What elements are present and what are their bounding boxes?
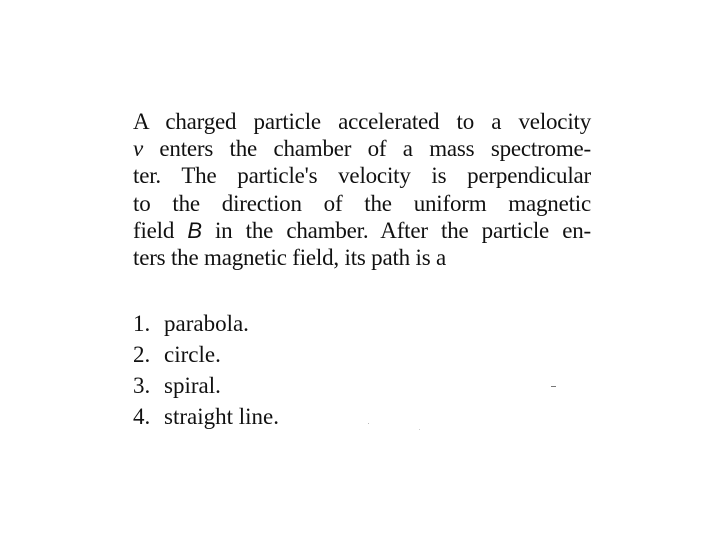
scan-speck: [419, 429, 420, 430]
question-line-5-post: in the chamber. After the particle en-: [201, 217, 591, 243]
question-line-1: A charged particle accelerated to a velocity: [133, 109, 591, 134]
choice-1-number: 1.: [133, 311, 151, 336]
velocity-variable: v: [133, 136, 144, 162]
magnetic-field-variable: B: [187, 217, 202, 243]
choice-1-text: parabola.: [164, 311, 249, 336]
question-line-3: ter. The particle's velocity is perpendicular: [133, 163, 591, 189]
choice-1[interactable]: [133, 308, 279, 339]
choice-4-number: 4.: [133, 404, 151, 429]
choice-4[interactable]: [133, 401, 279, 432]
choice-3-number: 3.: [133, 373, 151, 398]
scan-speck: [368, 423, 369, 424]
question-text: [133, 108, 591, 271]
choice-3-text: spiral.: [164, 373, 221, 398]
question-line-2-rest: enters the chamber of a mass spectrome-: [143, 136, 591, 162]
choice-4-text: straight line.: [164, 404, 279, 429]
choice-2-text: circle.: [164, 342, 221, 367]
choice-3[interactable]: [133, 370, 279, 401]
question-line-5: [133, 217, 591, 244]
question-line-5-pre: field: [133, 217, 188, 243]
question-line-4: to the direction of the uniform magnetic: [133, 190, 591, 216]
choice-2-number: 2.: [133, 342, 151, 367]
scan-speck: [551, 386, 556, 387]
answer-choices: [133, 308, 279, 432]
question-line-2: [133, 135, 591, 162]
question-line-6: ters the magnetic field, its path is a: [133, 245, 447, 271]
choice-2[interactable]: [133, 339, 279, 370]
